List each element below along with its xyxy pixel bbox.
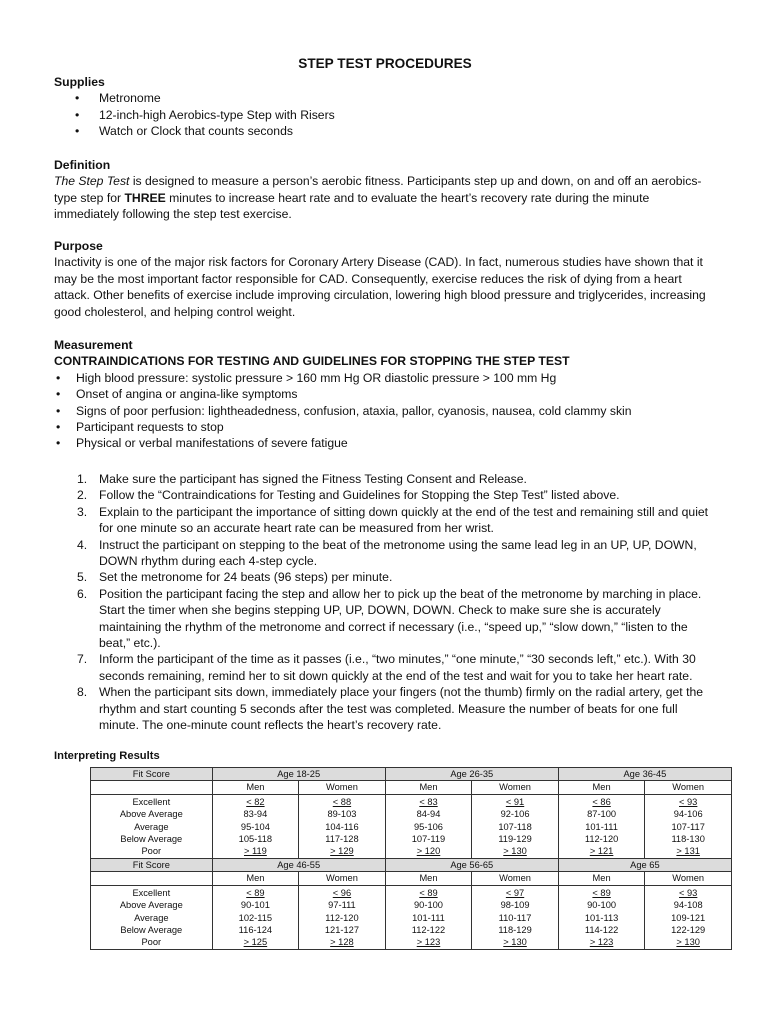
- supplies-heading: Supplies: [54, 75, 105, 89]
- men-header: Men: [385, 781, 472, 794]
- list-item: • Onset of angina or angina-like symptoms: [54, 386, 716, 402]
- measurement-heading: Measurement: [54, 338, 133, 352]
- table-cell: > 130: [645, 937, 732, 950]
- table-row: [91, 809, 732, 821]
- table-cell: > 125: [212, 937, 299, 950]
- step-number: 2.: [77, 488, 88, 503]
- step-text: Follow the “Contraindications for Testing and Guidelines for Stopping the Step Test” listed above.: [99, 488, 620, 503]
- list-item: [54, 684, 716, 733]
- table-cell: 110-117: [472, 912, 559, 924]
- table-cell: 95-104: [212, 821, 299, 833]
- step-number: 4.: [77, 537, 88, 552]
- rating-label: Excellent: [91, 885, 213, 900]
- table-cell: 97-111: [299, 900, 386, 912]
- table-cell: 94-106: [645, 809, 732, 821]
- list-item: • Physical or verbal manifestations of severe fatigue: [54, 435, 716, 451]
- age-group-header: Age 36-45: [558, 768, 731, 781]
- table-cell: 84-94: [385, 809, 472, 821]
- step-number: 5.: [77, 570, 88, 585]
- list-item: • Participant requests to stop: [54, 419, 716, 435]
- step-number: 7.: [77, 652, 88, 667]
- list-item: [54, 504, 716, 537]
- table-row: [91, 859, 732, 872]
- step-number: 1.: [77, 472, 88, 486]
- table-cell: 116-124: [212, 925, 299, 937]
- age-group-header: Age 26-35: [385, 768, 558, 781]
- table-row: [91, 900, 732, 912]
- list-item: [54, 651, 716, 684]
- table-row: [91, 833, 732, 845]
- men-header: Men: [558, 781, 645, 794]
- table-cell: [91, 781, 213, 794]
- list-item: [54, 586, 716, 652]
- supplies-list: [54, 90, 716, 139]
- table-cell: 83-94: [212, 809, 299, 821]
- measurement-section: [54, 337, 716, 452]
- rating-label: Average: [91, 912, 213, 924]
- table-cell: < 93: [645, 885, 732, 900]
- list-item: • 12-inch-high Aerobics-type Step with Risers: [54, 107, 716, 123]
- table-cell: > 130: [472, 937, 559, 950]
- procedure-section: [54, 471, 716, 734]
- table-cell: 114-122: [558, 925, 645, 937]
- supplies-section: [54, 74, 716, 140]
- definition-paragraph: [54, 173, 716, 222]
- table-cell: 112-122: [385, 925, 472, 937]
- list-item: • Watch or Clock that counts seconds: [54, 123, 716, 139]
- table-cell: < 83: [385, 794, 472, 809]
- rating-label: Above Average: [91, 900, 213, 912]
- rating-label: Below Average: [91, 925, 213, 937]
- purpose-paragraph: Inactivity is one of the major risk factors for Coronary Artery Disease (CAD). In fact, numerous studies have shown that it may be the most important factor responsible for CAD. Consequently, exercise reduces the risk of dying from a heart attack. Other benefits of exercise include improving circulation, lowering high blood pressure and triglycerides, increasing good cholesterol, and helping control weight.: [54, 255, 706, 319]
- table-cell: 121-127: [299, 925, 386, 937]
- step-text: Set the metronome for 24 beats (96 steps) per minute.: [99, 570, 393, 585]
- table-cell: 90-100: [558, 900, 645, 912]
- contraindications-list: [54, 370, 716, 452]
- table-cell: 107-119: [385, 833, 472, 845]
- age-group-header: Age 56-65: [385, 859, 558, 872]
- procedure-steps: [54, 471, 716, 734]
- step-text: When the participant sits down, immediately place your fingers (not the thumb) firmly on the radial artery, get the rhythm and start counting 5 seconds after the test was completed. Measure the number of beats for one full minute. The one-minute count reflects the heart’s recovery rate.: [99, 685, 704, 733]
- table-row: [91, 885, 732, 900]
- table-row: [91, 912, 732, 924]
- table-cell: 95-106: [385, 821, 472, 833]
- age-group-header: Age 18-25: [212, 768, 385, 781]
- table-cell: 102-115: [212, 912, 299, 924]
- table-cell: 101-111: [558, 821, 645, 833]
- table-row: [91, 821, 732, 833]
- definition-text-a: is designed to measure a person’s aerobic fitness. Participants step up and down, on and off an aerobics-type step for: [54, 174, 702, 205]
- table-cell: [91, 872, 213, 885]
- purpose-section: [54, 238, 716, 320]
- table-cell: < 86: [558, 794, 645, 809]
- table-cell: 94-108: [645, 900, 732, 912]
- list-item: [54, 487, 716, 503]
- men-header: Men: [212, 781, 299, 794]
- contraindications-heading: CONTRAINDICATIONS FOR TESTING AND GUIDELINES FOR STOPPING THE STEP TEST: [54, 354, 570, 369]
- table-cell: 90-100: [385, 900, 472, 912]
- table-row: [91, 794, 732, 809]
- table-cell: 109-121: [645, 912, 732, 924]
- table-cell: < 96: [299, 885, 386, 900]
- table-cell: > 123: [385, 937, 472, 950]
- table-cell: 104-116: [299, 821, 386, 833]
- table-cell: 107-117: [645, 821, 732, 833]
- definition-heading: Definition: [54, 158, 111, 172]
- table-cell: > 121: [558, 846, 645, 859]
- table-cell: > 123: [558, 937, 645, 950]
- definition-bold-word: THREE: [124, 190, 166, 205]
- table-cell: < 91: [472, 794, 559, 809]
- table-cell: 118-130: [645, 833, 732, 845]
- table-row: [91, 925, 732, 937]
- step-text: Instruct the participant on stepping to the beat of the metronome using the same lead leg in an UP, UP, DOWN, DOWN rhythm during each 4-step cycle.: [99, 537, 697, 569]
- table-cell: 118-129: [472, 925, 559, 937]
- list-item: [54, 537, 716, 570]
- table-cell: 101-111: [385, 912, 472, 924]
- definition-section: [54, 157, 716, 223]
- table-cell: 112-120: [299, 912, 386, 924]
- table-cell: > 129: [299, 846, 386, 859]
- table-cell: 122-129: [645, 925, 732, 937]
- table-cell: 90-101: [212, 900, 299, 912]
- table-row: [91, 937, 732, 950]
- rating-label: Poor: [91, 846, 213, 859]
- list-item: • High blood pressure: systolic pressure > 160 mm Hg OR diastolic pressure > 100 mm Hg: [54, 370, 716, 386]
- men-header: Men: [385, 872, 472, 885]
- page-title: STEP TEST PROCEDURES: [298, 56, 472, 71]
- definition-text-b: minutes to increase heart rate and to evaluate the heart’s recovery rate during the minute immediately following the step test exercise.: [54, 190, 650, 222]
- men-header: Men: [212, 872, 299, 885]
- table-cell: 98-109: [472, 900, 559, 912]
- table-cell: 105-118: [212, 833, 299, 845]
- rating-label: Average: [91, 821, 213, 833]
- fit-score-header: Fit Score: [91, 859, 213, 872]
- women-header: Women: [472, 872, 559, 885]
- table-cell: < 88: [299, 794, 386, 809]
- women-header: Women: [299, 872, 386, 885]
- definition-italic-lead: The Step Test: [54, 174, 130, 189]
- list-item: [54, 471, 716, 487]
- table-cell: < 93: [645, 794, 732, 809]
- table-cell: > 128: [299, 937, 386, 950]
- table-cell: 107-118: [472, 821, 559, 833]
- women-header: Women: [472, 781, 559, 794]
- women-header: Women: [645, 781, 732, 794]
- table-cell: 112-120: [558, 833, 645, 845]
- women-header: Women: [299, 781, 386, 794]
- step-number: 3.: [77, 504, 88, 519]
- table-row: [91, 872, 732, 885]
- rating-label: Poor: [91, 937, 213, 950]
- table-cell: > 119: [212, 846, 299, 859]
- table-cell: < 89: [385, 885, 472, 900]
- table-cell: 92-106: [472, 809, 559, 821]
- table-cell: < 89: [212, 885, 299, 900]
- table-cell: < 97: [472, 885, 559, 900]
- step-text: Make sure the participant has signed the Fitness Testing Consent and Release.: [99, 472, 527, 486]
- interpreting-results-heading: Interpreting Results: [54, 750, 160, 762]
- table-cell: < 89: [558, 885, 645, 900]
- step-text: Inform the participant of the time as it passes (i.e., “two minutes,” “one minute,” “30 seconds left,” etc.). With 30 seconds remaining, remind her to sit down quickly at the end of the test and wait for you to take her heart rate.: [99, 652, 696, 683]
- rating-label: Above Average: [91, 809, 213, 821]
- age-group-header: Age 46-55: [212, 859, 385, 872]
- table-cell: > 130: [472, 846, 559, 859]
- rating-label: Excellent: [91, 794, 213, 809]
- step-text: Position the participant facing the step and allow her to pick up the beat of the metronome by marching in place. Start the timer when she begins stepping UP, UP, DOWN, DOWN. Check to make sure she is accurately maintaining the rhythm of the metronome and correct if necessary (i.e., “speed up,” “slow down,” “listen to the beat,” etc.).: [99, 586, 702, 651]
- step-number: 6.: [77, 586, 88, 601]
- step-text: Explain to the participant the importance of sitting down quickly at the end of the test and remaining still and quiet for one minute so an accurate heart rate can be measured from her wrist.: [99, 504, 709, 536]
- fit-score-header: Fit Score: [91, 768, 213, 781]
- list-item: • Signs of poor perfusion: lightheadedness, confusion, ataxia, pallor, cyanosis, nausea, cold clammy skin: [54, 403, 716, 419]
- table-cell: > 120: [385, 846, 472, 859]
- men-header: Men: [558, 872, 645, 885]
- table-cell: 89-103: [299, 809, 386, 821]
- table-cell: 119-129: [472, 833, 559, 845]
- list-item: [54, 569, 716, 585]
- women-header: Women: [645, 872, 732, 885]
- table-row: [91, 768, 732, 781]
- table-cell: 101-113: [558, 912, 645, 924]
- table-cell: 117-128: [299, 833, 386, 845]
- table-row: [91, 781, 732, 794]
- age-group-header: Age 65: [558, 859, 731, 872]
- table-cell: > 131: [645, 846, 732, 859]
- table-cell: 87-100: [558, 809, 645, 821]
- table-cell: < 82: [212, 794, 299, 809]
- results-table: [90, 767, 732, 950]
- table-row: [91, 846, 732, 859]
- purpose-heading: Purpose: [54, 239, 103, 253]
- step-number: 8.: [77, 685, 88, 700]
- rating-label: Below Average: [91, 833, 213, 845]
- list-item: • Metronome: [54, 90, 716, 106]
